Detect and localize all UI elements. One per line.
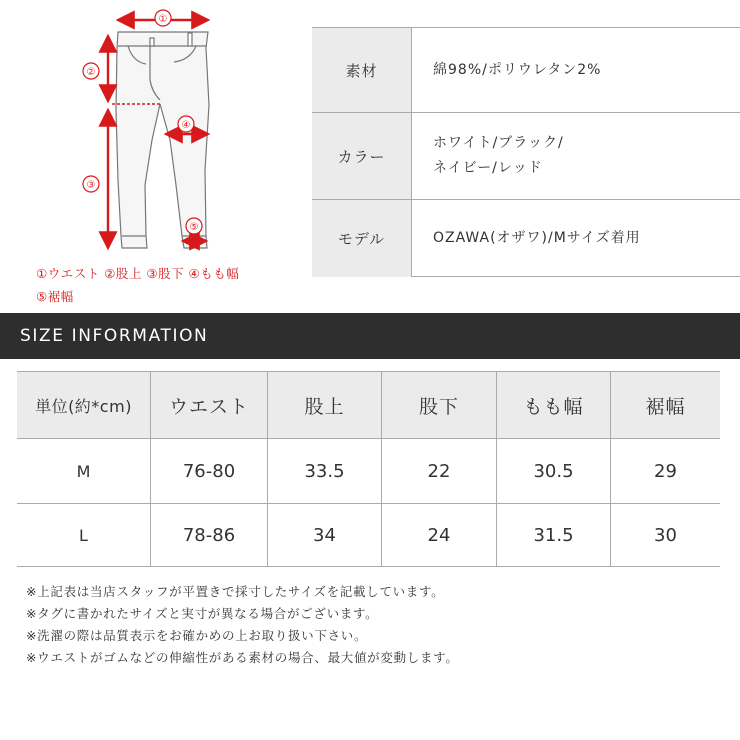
spec-value-line: ホワイト/ブラック/ <box>433 135 564 151</box>
header-waist: ウエスト <box>150 372 267 438</box>
spec-value-line: ネイビー/レッド <box>433 160 543 176</box>
marker-3: ③ <box>86 180 96 191</box>
size-label: M <box>76 461 91 481</box>
size-notes <box>26 581 459 669</box>
cell-waist: 78-86 <box>150 504 267 567</box>
cell-rise: 33.5 <box>267 439 381 503</box>
header-unit: 単位(約*cm) <box>35 396 132 416</box>
cell-thigh: 30.5 <box>496 439 610 503</box>
product-spec-table <box>312 27 740 277</box>
cell-thigh: 31.5 <box>496 504 610 567</box>
cell-inseam: 22 <box>381 439 496 503</box>
marker-1: ① <box>158 14 168 25</box>
spec-row-color <box>312 112 740 199</box>
spec-value-line: 綿98%/ポリウレタン2% <box>433 61 602 78</box>
note-line: ※ウエストがゴムなどの伸縮性がある素材の場合、最大値が変動します。 <box>26 650 459 665</box>
spec-key-material: 素材 <box>312 28 412 112</box>
header-thigh: もも幅 <box>496 372 610 438</box>
spec-row-model <box>312 199 740 277</box>
cell-hem: 29 <box>610 439 720 503</box>
pants-outline <box>116 32 209 248</box>
spec-row-material <box>312 28 740 112</box>
pants-measurement-diagram <box>0 0 300 310</box>
banner-title: SIZE INFORMATION <box>20 326 209 346</box>
spec-value-line: OZAWA(オザワ)/Mサイズ着用 <box>433 230 641 246</box>
marker-2: ② <box>86 67 96 78</box>
size-label: L <box>79 526 88 545</box>
note-line: ※タグに書かれたサイズと実寸が異なる場合がございます。 <box>26 606 379 621</box>
size-table <box>17 371 720 567</box>
note-line: ※洗濯の際は品質表示をお確かめの上お取り扱い下さい。 <box>26 628 368 643</box>
size-table-header <box>17 372 720 438</box>
cell-rise: 34 <box>267 504 381 567</box>
spec-value-material <box>412 28 740 112</box>
measurement-legend <box>36 262 239 308</box>
pants-illustration <box>0 0 300 260</box>
table-row <box>17 438 720 503</box>
cell-hem: 30 <box>610 504 720 567</box>
marker-5: ⑤ <box>189 222 199 233</box>
legend-line-2: ⑤裾幅 <box>36 289 74 304</box>
cell-waist: 76-80 <box>150 439 267 503</box>
note-line: ※上記表は当店スタッフが平置きで採寸したサイズを記載しています。 <box>26 584 445 599</box>
table-row <box>17 503 720 567</box>
header-hem: 裾幅 <box>610 372 720 438</box>
legend-line-1: ①ウエスト ②股上 ③股下 ④もも幅 <box>36 266 240 281</box>
size-information-banner <box>0 313 740 359</box>
cell-inseam: 24 <box>381 504 496 567</box>
marker-4: ④ <box>181 120 191 131</box>
spec-key-model: モデル <box>312 200 412 277</box>
header-inseam: 股下 <box>381 372 496 438</box>
header-rise: 股上 <box>267 372 381 438</box>
spec-key-color: カラー <box>312 113 412 199</box>
spec-value-model <box>412 200 740 277</box>
spec-value-color <box>412 113 740 199</box>
